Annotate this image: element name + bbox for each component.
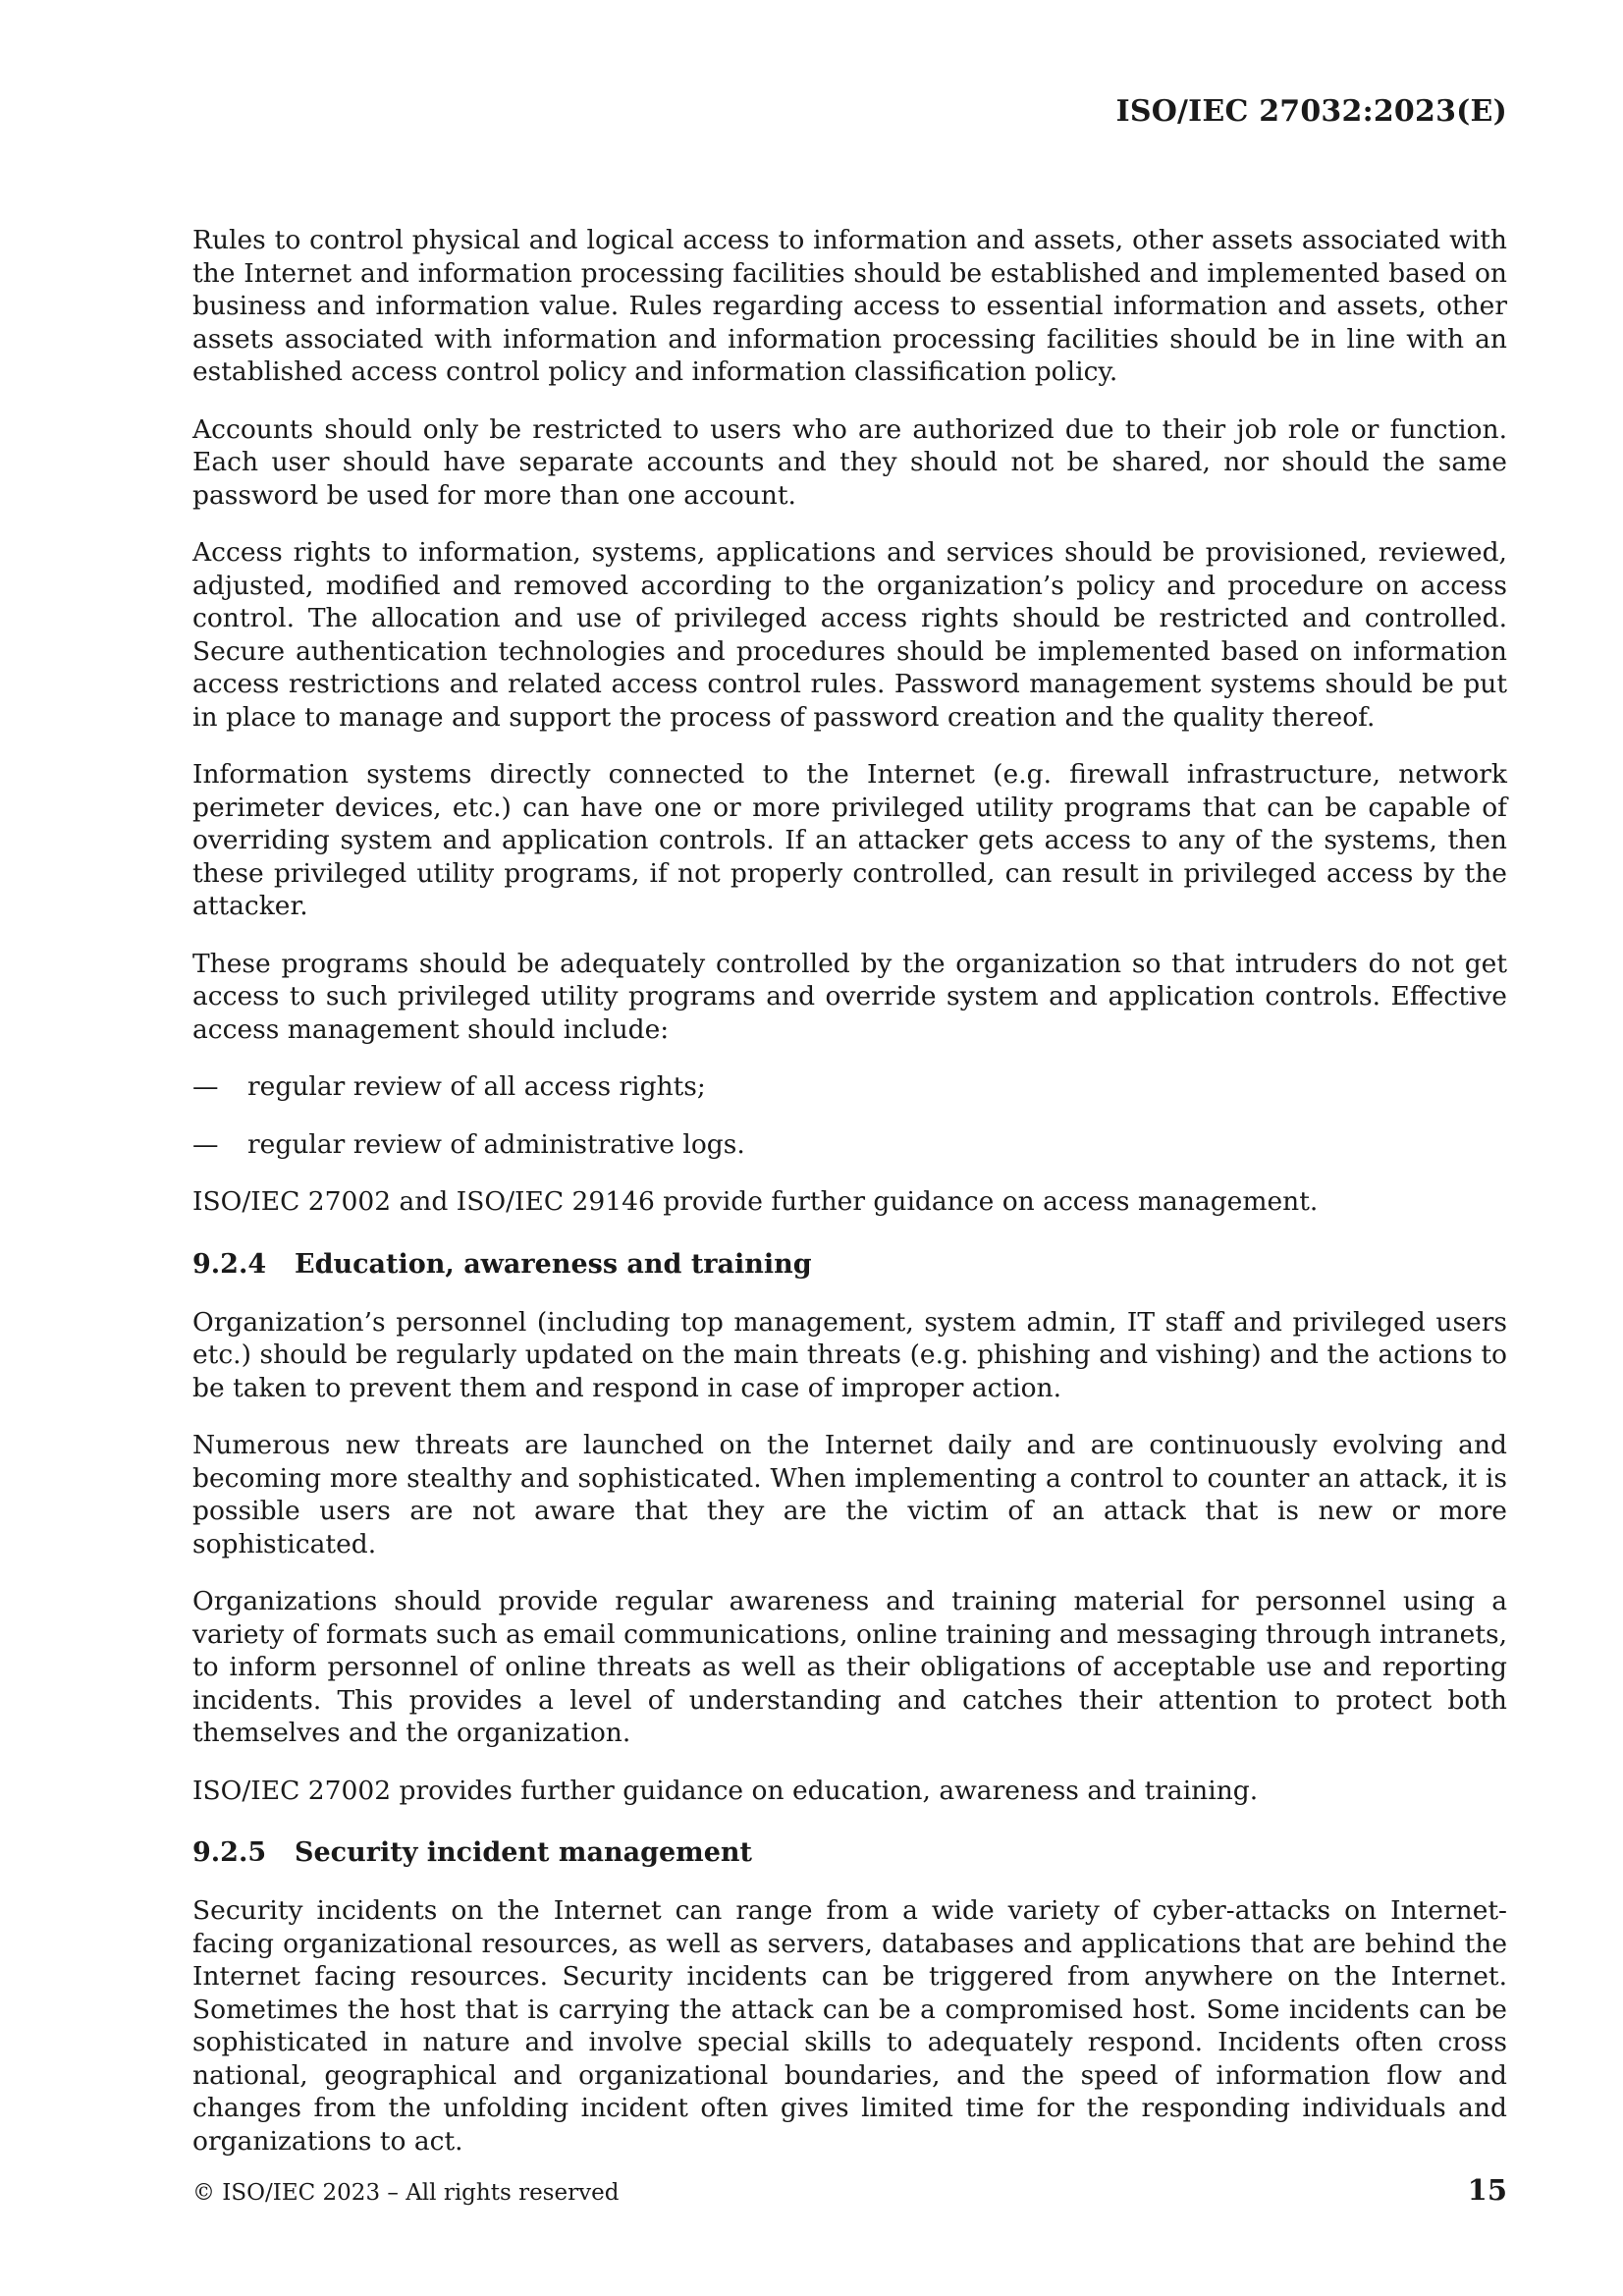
- list-item-text: regular review of administrative logs.: [247, 1128, 745, 1160]
- section-title: Education, awareness and training: [295, 1248, 812, 1280]
- list-item: [192, 1070, 1507, 1104]
- list-item: [192, 1128, 1507, 1162]
- paragraph-security-incidents: Security incidents on the Internet can range from a wide variety of cyber-attacks on Internet-facing organizational resources, as well as servers, databases and applications that are behind the Internet facing resources. Security incidents can be triggered from anywhere on the Internet. Sometimes the host that is carrying the attack can be a compromised host. Some incidents can be sophisticated in nature and involve special skills to adequately respond. Incidents often cross national, geographical and organizational boundaries, and the speed of information flow and changes from the unfolding incident often gives limited time for the responding individuals and organizations to act.: [192, 1895, 1507, 2157]
- paragraph-awareness-material: Organizations should provide regular awareness and training material for personnel using a variety of formats such as email communications, online training and messaging through intranets, to inform personnel of online threats as well as their obligations of acceptable use and reporting incidents. This provides a level of understanding and catches their attention to protect both themselves and the organization.: [192, 1586, 1507, 1748]
- paragraph-education-guidance: ISO/IEC 27002 provides further guidance on education, awareness and training.: [192, 1775, 1259, 1806]
- paragraph-accounts: Accounts should only be restricted to users who are authorized due to their job role or function. Each user should have separate accounts and they should not be shared, nor should the same password be used for more than one account.: [192, 413, 1507, 511]
- paragraph-program-control: These programs should be adequately controlled by the organization so that intruders do not get access to such privileged utility programs and override system and application controls. Effective access management should include:: [192, 948, 1507, 1045]
- section-title: Security incident management: [295, 1837, 753, 1868]
- paragraph-privileged-utilities: Information systems directly connected to the Internet (e.g. firewall infrastructure, network perimeter devices, etc.) can have one or more privileged utility programs that can be capable of overriding system and application controls. If an attacker gets access to any of the systems, then these privileged utility programs, if not properly controlled, can result in privileged access by the attacker.: [192, 759, 1507, 921]
- paragraph-access-rules: Rules to control physical and logical access to information and assets, other assets associated with the Internet and information processing facilities should be established and implemented based on business and information value. Rules regarding access to essential information and assets, other assets associated with information and information processing facilities should be in line with an established access control policy and information classification policy.: [192, 225, 1507, 387]
- section-heading-9-2-5: [192, 1836, 1507, 1870]
- page-number: 15: [1467, 2173, 1507, 2207]
- section-number: 9.2.4: [192, 1248, 267, 1280]
- section-heading-9-2-4: [192, 1248, 1507, 1282]
- list-item-text: regular review of all access rights;: [247, 1071, 706, 1102]
- page-body: [192, 224, 1507, 2182]
- list-dash: —: [192, 1071, 219, 1102]
- document-id-header: ISO/IEC 27032:2023(E): [1115, 94, 1507, 129]
- paragraph-access-guidance: ISO/IEC 27002 and ISO/IEC 29146 provide further guidance on access management.: [192, 1186, 1319, 1217]
- page-footer: [192, 2173, 1507, 2207]
- section-number: 9.2.5: [192, 1837, 267, 1868]
- copyright-notice: © ISO/IEC 2023 – All rights reserved: [192, 2180, 620, 2206]
- list-dash: —: [192, 1128, 219, 1160]
- paragraph-personnel-updates: Organization’s personnel (including top management, system admin, IT staff and privileged users etc.) should be regularly updated on the main threats (e.g. phishing and vishing) and the actions to be taken to prevent them and respond in case of improper action.: [192, 1306, 1507, 1403]
- paragraph-new-threats: Numerous new threats are launched on the Internet daily and are continuously evolving and becoming more stealthy and sophisticated. When implementing a control to counter an attack, it is possible users are not aware that they are the victim of an attack that is new or more sophisticated.: [192, 1430, 1507, 1559]
- paragraph-access-rights: Access rights to information, systems, applications and services should be provisioned, reviewed, adjusted, modified and removed according to the organization’s policy and procedure on access control. The allocation and use of privileged access rights should be restricted and controlled. Secure authentication technologies and procedures should be implemented based on information access restrictions and related access control rules. Password management systems should be put in place to manage and support the process of password creation and the quality thereof.: [192, 537, 1507, 733]
